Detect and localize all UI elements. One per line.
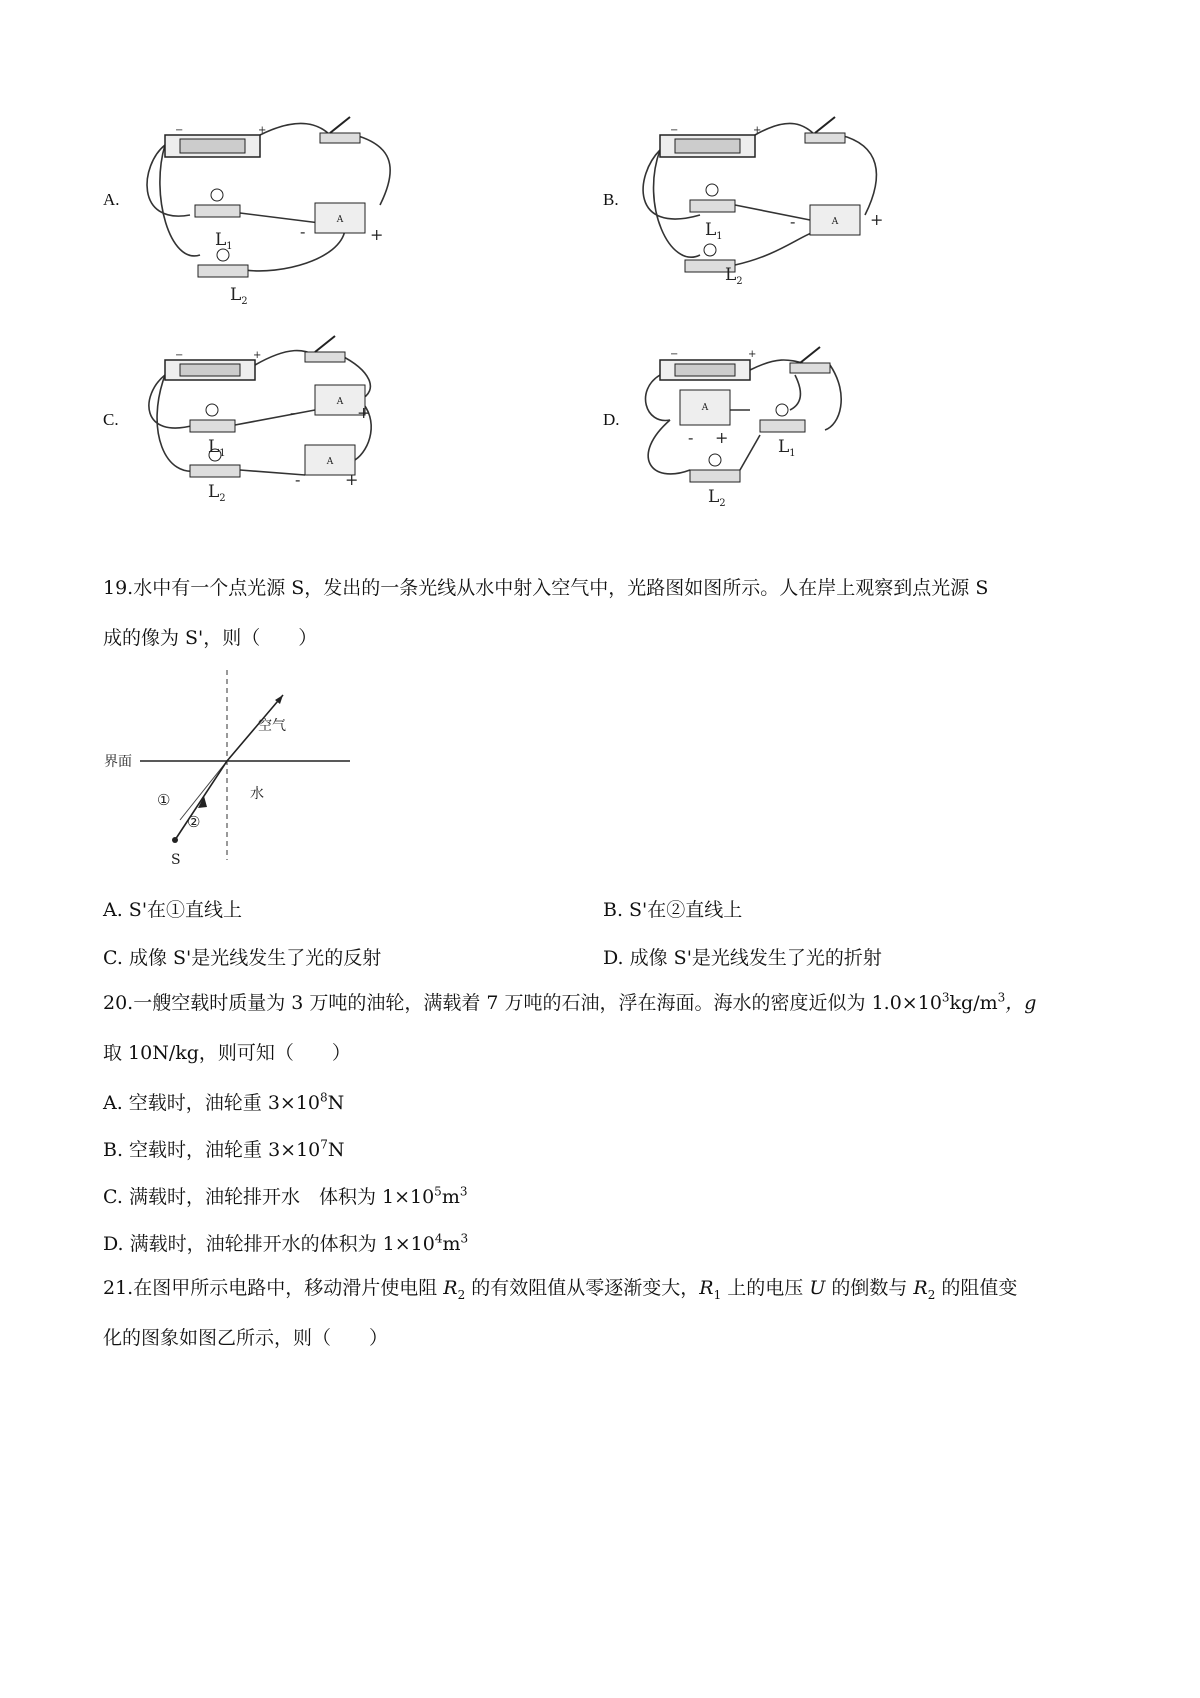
lamp-l2-label: $L_2$ (725, 265, 743, 287)
source-label: S (171, 852, 181, 868)
battery-neg: − (175, 350, 184, 361)
meter-minus: - (790, 212, 796, 231)
circuit-diagram-c (130, 330, 430, 530)
refraction-diagram (100, 670, 360, 874)
lamp-l2-label: $L_2$ (230, 285, 248, 305)
option-letter-d: D. (603, 410, 620, 429)
meter-minus: - (300, 222, 306, 241)
battery-pos: + (748, 349, 757, 360)
q20-choice-b: B. 空载时，油轮重 $3\times 10^7N$ (103, 1137, 345, 1161)
battery-neg: − (670, 125, 679, 136)
ammeter-label: A (336, 215, 344, 225)
battery-neg: − (175, 125, 184, 136)
battery-pos: + (253, 350, 262, 361)
q20-choice-d: D. 满载时，油轮排开水的体积为 $1\times 10^4m^3$ (103, 1231, 469, 1255)
lamp-l1-label: $L_1$ (705, 220, 723, 242)
circuit-diagram-d (630, 335, 930, 535)
air-label: 空气 (258, 718, 286, 734)
meter2-minus: - (295, 470, 301, 489)
question-20-line-2: 取 10N/kg，则可知（ ） (103, 1042, 351, 1064)
q19-choice-b: B. S'在②直线上 (603, 899, 743, 921)
meter-minus: - (688, 428, 694, 447)
meter2-plus: + (345, 470, 359, 489)
battery-pos: + (258, 125, 267, 136)
q19-choice-d: D. 成像 S'是光线发生了光的折射 (603, 947, 882, 969)
ammeter-label: A (701, 403, 709, 413)
lamp-l1-label: $L_1$ (778, 437, 796, 459)
question-19-line-2: 成的像为 S'，则（ ） (103, 627, 318, 649)
q19-choice-c: C. 成像 S'是光线发生了光的反射 (103, 947, 382, 969)
line-two-label: ② (187, 813, 201, 831)
option-letter-a: A. (103, 190, 120, 209)
meter-plus: + (715, 428, 729, 447)
option-letter-c: C. (103, 410, 119, 429)
line-one-label: ① (157, 791, 171, 809)
meter-plus: + (870, 210, 884, 229)
meter-plus: + (357, 403, 371, 422)
lamp-l2-label: $L_2$ (708, 487, 726, 509)
battery-neg: − (670, 349, 679, 360)
ammeter-label-2: A (326, 457, 334, 467)
lamp-l1-label: $L_1$ (208, 437, 226, 459)
meter-minus: - (290, 403, 296, 422)
circuit-diagram-a (130, 105, 430, 305)
water-label: 水 (250, 786, 264, 802)
circuit-diagram-b (630, 105, 930, 305)
meter-plus: + (370, 225, 384, 244)
q19-choice-a: A. S'在①直线上 (103, 899, 243, 921)
lamp-l1-label: $L_1$ (215, 230, 233, 252)
q20-choice-c: C. 满载时，油轮排开水 体积为 $1\times 10^5m^3$ (103, 1184, 468, 1208)
q20-choice-a: A. 空载时，油轮重 $3\times 10^8N$ (103, 1090, 345, 1114)
ammeter-label: A (831, 217, 839, 227)
lamp-l2-label: $L_2$ (208, 482, 226, 504)
ammeter-label: A (336, 397, 344, 407)
battery-pos: + (753, 125, 762, 136)
question-21-line-2: 化的图象如图乙所示，则（ ） (103, 1327, 389, 1349)
question-21-line-1: 21.在图甲所示电路中，移动滑片使电阻 $R_2$ 的有效阻值从零逐渐变大，$R_1$ 上的电压 U 的倒数与 $R_2$ 的阻值变 (103, 1277, 1018, 1302)
interface-label: 界面 (104, 754, 132, 770)
question-19-line-1: 19.水中有一个点光源 S，发出的一条光线从水中射入空气中，光路图如图所示。人在岸上观察到点光源 S (103, 577, 989, 599)
option-letter-b: B. (603, 190, 619, 209)
question-20-line-1: 20.一艘空载时质量为 3 万吨的油轮，满载着 7 万吨的石油，浮在海面。海水的密度近似为 $1.0\times 10^3kg/m^3$，g (103, 990, 1037, 1014)
